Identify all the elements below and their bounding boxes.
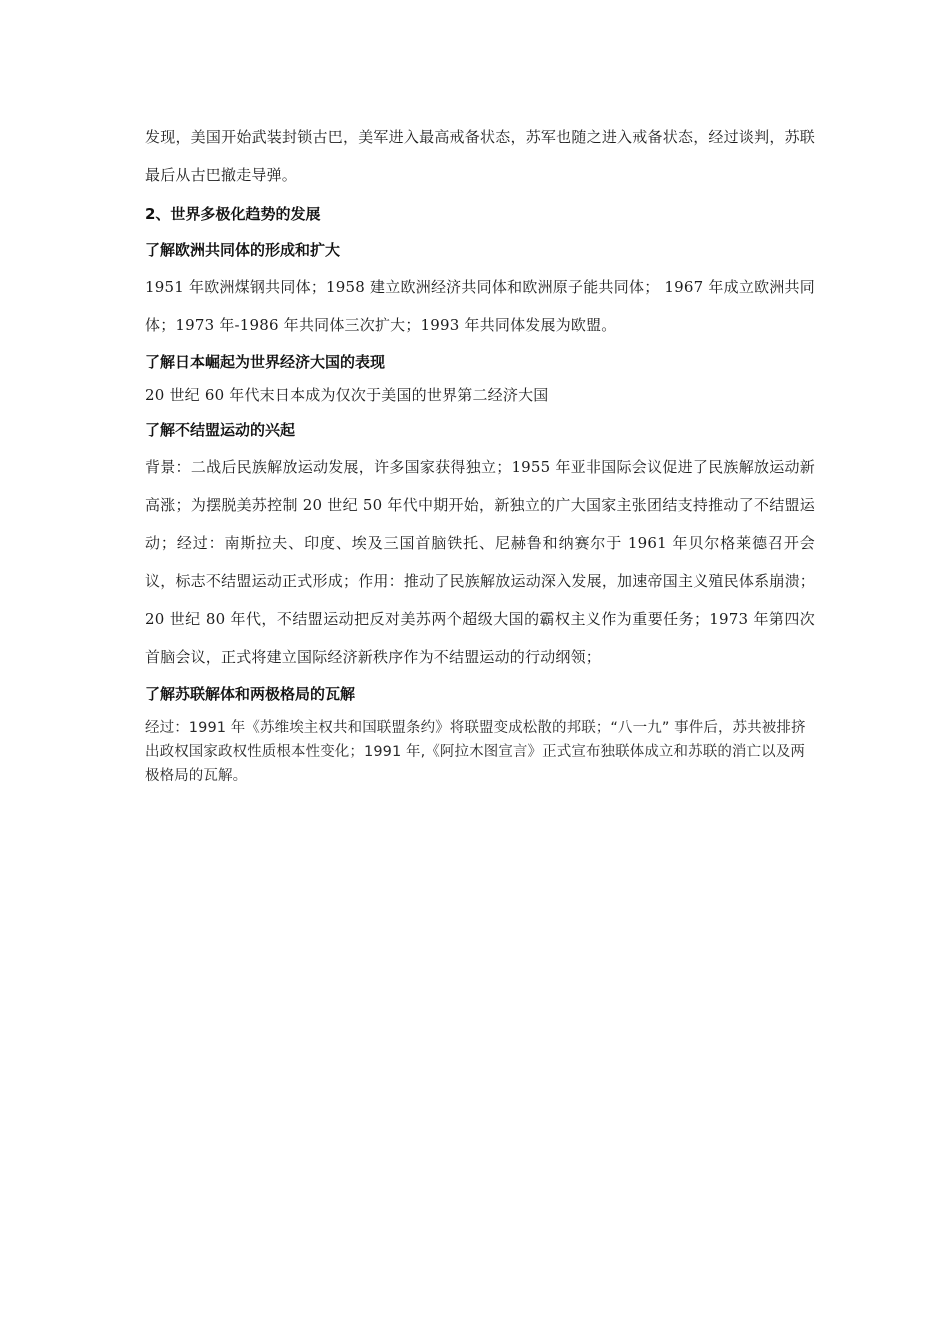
paragraph-japan-rise: 20 世纪 60 年代末日本成为仅次于美国的世界第二经济大国: [145, 386, 549, 404]
paragraph-non-aligned-movement: 背景：二战后民族解放运动发展，许多国家获得独立；1955 年亚非国际会议促进了民族解放运动新高涨；为摆脱美苏控制 20 世纪 50 年代中期开始，新独立的广大国家主张团结支持推动了不结盟运动；经过：南斯拉夫、印度、埃及三国首脑铁托、尼赫鲁和纳赛尔于 1961 年贝尔格莱德召开会议，标志不结盟运动正式形成；作用：推动了民族解放运动深入发展，加速帝国主义殖民体系崩溃；20 世纪 80 年代，不结盟运动把反对美苏两个超级大国的霸权主义作为重要任务；1973 年第四次首脑会议，正式将建立国际经济新秩序作为不结盟运动的行动纲领；: [145, 458, 815, 666]
paragraph-ussr-dissolution: 经过：1991 年《苏维埃主权共和国联盟条约》将联盟变成松散的邦联；“八一九” 事件后，苏共被排挤出政权国家政权性质根本性变化；1991 年,《阿拉木图宣言》正式宣布独联体成立和苏联的消亡以及两极格局的瓦解。: [145, 720, 806, 784]
paragraph-european-community: 1951 年欧洲煤钢共同体；1958 建立欧洲经济共同体和欧洲原子能共同体； 1967 年成立欧洲共同体；1973 年-1986 年共同体三次扩大；1993 年共同体发展为欧盟。: [145, 278, 815, 334]
subheading-japan-rise: 了解日本崛起为世界经济大国的表现: [145, 353, 386, 371]
subheading-european-community: 了解欧洲共同体的形成和扩大: [145, 241, 341, 259]
subheading-non-aligned-movement: 了解不结盟运动的兴起: [145, 421, 296, 439]
subheading-ussr-dissolution: 了解苏联解体和两极格局的瓦解: [145, 685, 356, 703]
section-heading-multipolarization: 2、世界多极化趋势的发展: [145, 205, 321, 223]
paragraph-cuba-crisis: 发现，美国开始武装封锁古巴，美军进入最高戒备状态，苏军也随之进入戒备状态，经过谈判，苏联最后从古巴撤走导弹。: [145, 128, 815, 184]
document-body: [145, 118, 815, 788]
